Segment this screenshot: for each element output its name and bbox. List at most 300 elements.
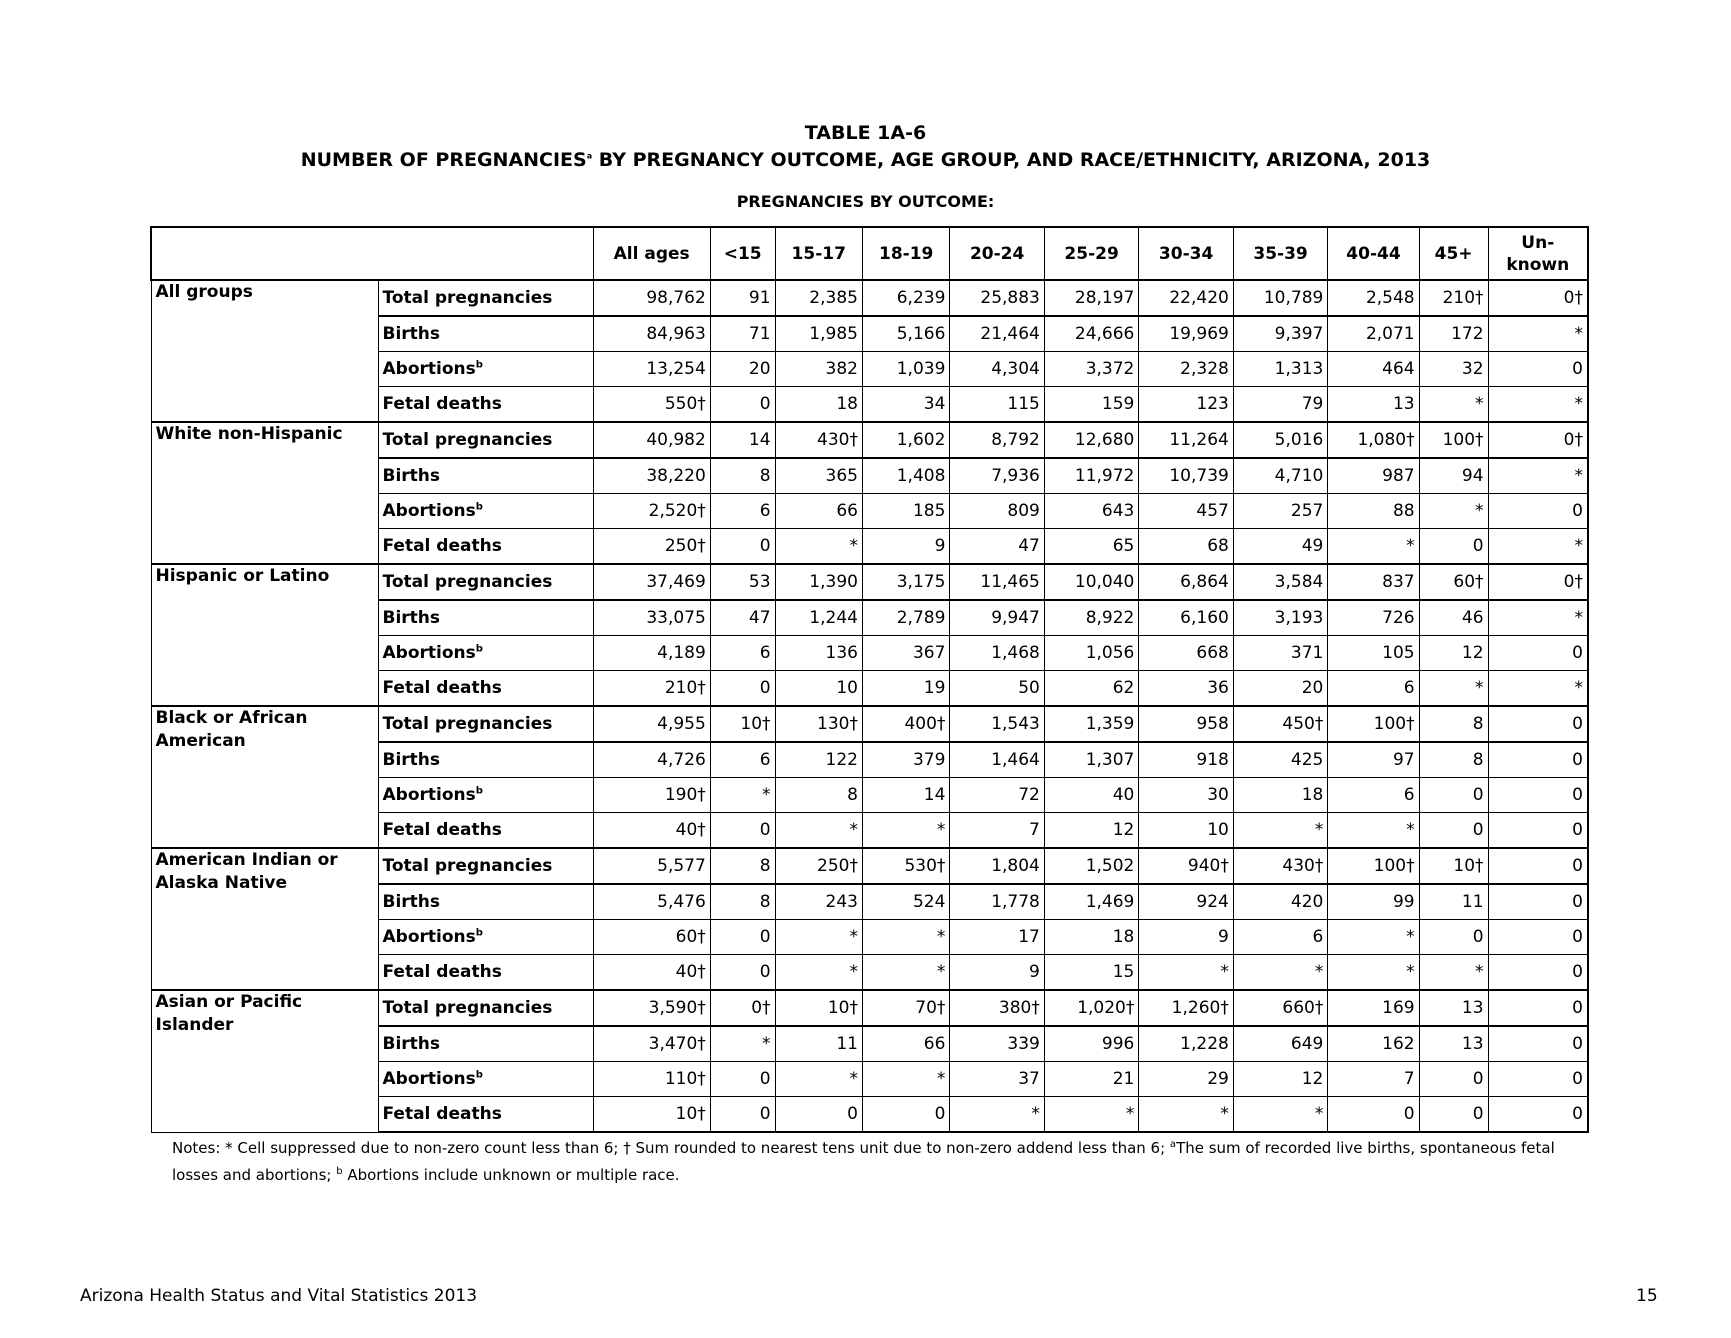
outcome-text: Births: [382, 750, 441, 770]
value-cell: *: [1139, 1097, 1233, 1133]
value-cell: 0: [1488, 742, 1588, 778]
value-cell: 430†: [1233, 848, 1327, 884]
value-cell: 22,420: [1139, 280, 1233, 316]
value-cell: 40†: [593, 955, 710, 991]
value-cell: 29: [1139, 1062, 1233, 1097]
value-cell: *: [1488, 600, 1588, 636]
value-cell: 8: [710, 458, 775, 494]
value-cell: 9: [1139, 920, 1233, 955]
outcome-label: [378, 778, 593, 813]
table-id: TABLE 1A-6: [804, 122, 927, 144]
value-cell: 6: [710, 742, 775, 778]
value-cell: *: [1419, 387, 1488, 423]
value-cell: 13: [1419, 990, 1488, 1026]
value-cell: 380†: [950, 990, 1044, 1026]
value-cell: 10†: [1419, 848, 1488, 884]
value-cell: *: [1419, 955, 1488, 991]
value-cell: 996: [1044, 1026, 1138, 1062]
value-cell: 8: [1419, 706, 1488, 742]
value-cell: 12: [1044, 813, 1138, 849]
outcome-text: Total pregnancies: [382, 998, 553, 1018]
value-cell: 17: [950, 920, 1044, 955]
value-cell: 6: [1233, 920, 1327, 955]
value-cell: 2,071: [1328, 316, 1419, 352]
value-cell: 162: [1328, 1026, 1419, 1062]
value-cell: 11,264: [1139, 422, 1233, 458]
outcome-label: [378, 422, 593, 458]
value-cell: 987: [1328, 458, 1419, 494]
column-header: 18-19: [862, 227, 949, 280]
group-label: Hispanic or Latino: [151, 564, 378, 706]
value-cell: 382: [775, 352, 862, 387]
table-row: [151, 280, 1588, 316]
value-cell: 28,197: [1044, 280, 1138, 316]
outcome-text: Fetal deaths: [382, 678, 502, 698]
value-cell: 159: [1044, 387, 1138, 423]
value-cell: 1,602: [862, 422, 949, 458]
value-cell: 0: [862, 1097, 949, 1133]
value-cell: 10†: [593, 1097, 710, 1133]
value-cell: 0: [775, 1097, 862, 1133]
value-cell: 0: [710, 920, 775, 955]
value-cell: *: [1233, 813, 1327, 849]
value-cell: 6,864: [1139, 564, 1233, 600]
value-cell: 94: [1419, 458, 1488, 494]
value-cell: 524: [862, 884, 949, 920]
value-cell: 6: [710, 636, 775, 671]
value-cell: 0: [1488, 1062, 1588, 1097]
value-cell: *: [1419, 671, 1488, 707]
value-cell: 430†: [775, 422, 862, 458]
value-cell: 1,228: [1139, 1026, 1233, 1062]
column-header: 20-24: [950, 227, 1044, 280]
value-cell: 4,726: [593, 742, 710, 778]
value-cell: 24,666: [1044, 316, 1138, 352]
value-cell: 0: [710, 813, 775, 849]
value-cell: 7,936: [950, 458, 1044, 494]
value-cell: 0: [1419, 1097, 1488, 1133]
value-cell: 6: [1328, 778, 1419, 813]
value-cell: 11: [775, 1026, 862, 1062]
column-header: <15: [710, 227, 775, 280]
value-cell: 1,390: [775, 564, 862, 600]
outcome-label: [378, 636, 593, 671]
value-cell: 97: [1328, 742, 1419, 778]
value-cell: 365: [775, 458, 862, 494]
value-cell: 21: [1044, 1062, 1138, 1097]
value-cell: 550†: [593, 387, 710, 423]
value-cell: 1,039: [862, 352, 949, 387]
value-cell: 958: [1139, 706, 1233, 742]
value-cell: 0: [710, 671, 775, 707]
value-cell: 210†: [1419, 280, 1488, 316]
column-header: 30-34: [1139, 227, 1233, 280]
pregnancy-table: [150, 226, 1589, 1133]
outcome-text: Fetal deaths: [382, 820, 502, 840]
value-cell: 9: [950, 955, 1044, 991]
value-cell: 0: [1488, 884, 1588, 920]
title-part2: BY PREGNANCY OUTCOME, AGE GROUP, AND RACE/ETHNICITY, ARIZONA, 2013: [592, 149, 1431, 171]
value-cell: 3,175: [862, 564, 949, 600]
value-cell: *: [862, 955, 949, 991]
outcome-text: Abortions: [382, 643, 476, 663]
value-cell: 450†: [1233, 706, 1327, 742]
value-cell: 0: [1488, 848, 1588, 884]
value-cell: 0: [1488, 990, 1588, 1026]
value-cell: 88: [1328, 494, 1419, 529]
notes-part2: The sum of recorded live births, spontaneous fetal losses and abortions;: [172, 1139, 1555, 1184]
outcome-label: [378, 884, 593, 920]
value-cell: *: [1233, 955, 1327, 991]
value-cell: 18: [1233, 778, 1327, 813]
value-cell: 49: [1233, 529, 1327, 565]
value-cell: 65: [1044, 529, 1138, 565]
value-cell: 8: [775, 778, 862, 813]
value-cell: 123: [1139, 387, 1233, 423]
value-cell: 19: [862, 671, 949, 707]
value-cell: 668: [1139, 636, 1233, 671]
column-header: 35-39: [1233, 227, 1327, 280]
value-cell: *: [1488, 458, 1588, 494]
value-cell: 400†: [862, 706, 949, 742]
outcome-text: Fetal deaths: [382, 1104, 502, 1124]
outcome-label: [378, 352, 593, 387]
outcome-text: Total pregnancies: [382, 856, 553, 876]
value-cell: 726: [1328, 600, 1419, 636]
group-label: All groups: [151, 280, 378, 422]
column-header: 40-44: [1328, 227, 1419, 280]
value-cell: *: [775, 955, 862, 991]
value-cell: *: [1328, 529, 1419, 565]
value-cell: 32: [1419, 352, 1488, 387]
value-cell: *: [775, 920, 862, 955]
value-cell: *: [1328, 955, 1419, 991]
value-cell: 3,193: [1233, 600, 1327, 636]
value-cell: 25,883: [950, 280, 1044, 316]
value-cell: 1,469: [1044, 884, 1138, 920]
value-cell: 98,762: [593, 280, 710, 316]
outcome-label: [378, 494, 593, 529]
table-row: [151, 848, 1588, 884]
value-cell: 4,710: [1233, 458, 1327, 494]
value-cell: 105: [1328, 636, 1419, 671]
value-cell: 33,075: [593, 600, 710, 636]
value-cell: 6: [710, 494, 775, 529]
value-cell: 0: [1419, 920, 1488, 955]
outcome-label: [378, 1062, 593, 1097]
value-cell: *: [775, 529, 862, 565]
value-cell: 0†: [1488, 564, 1588, 600]
value-cell: 47: [710, 600, 775, 636]
value-cell: 10,739: [1139, 458, 1233, 494]
outcome-label: [378, 529, 593, 565]
outcome-label: [378, 564, 593, 600]
value-cell: *: [1044, 1097, 1138, 1133]
value-cell: 40: [1044, 778, 1138, 813]
value-cell: 0: [1488, 920, 1588, 955]
value-cell: 6,160: [1139, 600, 1233, 636]
value-cell: 0: [1328, 1097, 1419, 1133]
value-cell: 339: [950, 1026, 1044, 1062]
outcome-label: [378, 671, 593, 707]
value-cell: 100†: [1328, 706, 1419, 742]
value-cell: 464: [1328, 352, 1419, 387]
value-cell: 1,408: [862, 458, 949, 494]
outcome-text: Total pregnancies: [382, 288, 553, 308]
outcome-text: Births: [382, 466, 441, 486]
value-cell: 0: [710, 1097, 775, 1133]
value-cell: 37: [950, 1062, 1044, 1097]
outcome-text: Abortions: [382, 501, 476, 521]
value-cell: 6: [1328, 671, 1419, 707]
value-cell: 20: [710, 352, 775, 387]
value-cell: 5,016: [1233, 422, 1327, 458]
value-cell: 1,985: [775, 316, 862, 352]
value-cell: 0: [710, 955, 775, 991]
column-header: 25-29: [1044, 227, 1138, 280]
value-cell: 99: [1328, 884, 1419, 920]
value-cell: 837: [1328, 564, 1419, 600]
footer-publication: Arizona Health Status and Vital Statistics 2013: [80, 1286, 478, 1306]
value-cell: 53: [710, 564, 775, 600]
value-cell: 38,220: [593, 458, 710, 494]
value-cell: 9,947: [950, 600, 1044, 636]
value-cell: 185: [862, 494, 949, 529]
column-header: All ages: [593, 227, 710, 280]
value-cell: 9: [862, 529, 949, 565]
page-number: 15: [1636, 1286, 1658, 1306]
value-cell: 1,778: [950, 884, 1044, 920]
value-cell: 11,972: [1044, 458, 1138, 494]
value-cell: 190†: [593, 778, 710, 813]
column-header: 45+: [1419, 227, 1488, 280]
value-cell: 8,792: [950, 422, 1044, 458]
value-cell: 6,239: [862, 280, 949, 316]
outcome-text: Abortions: [382, 785, 476, 805]
outcome-text: Fetal deaths: [382, 962, 502, 982]
value-cell: 243: [775, 884, 862, 920]
value-cell: 0†: [710, 990, 775, 1026]
value-cell: 66: [862, 1026, 949, 1062]
outcome-text: Total pregnancies: [382, 714, 553, 734]
value-cell: 649: [1233, 1026, 1327, 1062]
value-cell: 91: [710, 280, 775, 316]
outcome-text: Abortions: [382, 1069, 476, 1089]
outcome-text: Abortions: [382, 927, 476, 947]
value-cell: 1,080†: [1328, 422, 1419, 458]
value-cell: 169: [1328, 990, 1419, 1026]
outcome-text: Births: [382, 892, 441, 912]
value-cell: 530†: [862, 848, 949, 884]
value-cell: 100†: [1328, 848, 1419, 884]
header-row: [151, 227, 1588, 280]
value-cell: 122: [775, 742, 862, 778]
table-row: [151, 706, 1588, 742]
outcome-text: Births: [382, 1034, 441, 1054]
value-cell: 18: [775, 387, 862, 423]
value-cell: 0: [1419, 529, 1488, 565]
value-cell: *: [1328, 920, 1419, 955]
outcome-text: Fetal deaths: [382, 394, 502, 414]
value-cell: 4,304: [950, 352, 1044, 387]
value-cell: 1,502: [1044, 848, 1138, 884]
value-cell: 18: [1044, 920, 1138, 955]
value-cell: 379: [862, 742, 949, 778]
value-cell: 918: [1139, 742, 1233, 778]
notes-part1: Notes: * Cell suppressed due to non-zero count less than 6; † Sum rounded to nearest tens unit due to non-zero addend less than 6;: [172, 1139, 1170, 1157]
notes-sup-a: a: [1169, 1139, 1177, 1150]
value-cell: 660†: [1233, 990, 1327, 1026]
value-cell: 8: [710, 848, 775, 884]
value-cell: 136: [775, 636, 862, 671]
value-cell: 19,969: [1139, 316, 1233, 352]
value-cell: 13: [1419, 1026, 1488, 1062]
table-notes: [172, 1133, 1572, 1187]
value-cell: 71: [710, 316, 775, 352]
value-cell: 47: [950, 529, 1044, 565]
value-cell: 60†: [1419, 564, 1488, 600]
value-cell: 1,543: [950, 706, 1044, 742]
value-cell: 0†: [1488, 280, 1588, 316]
value-cell: 2,520†: [593, 494, 710, 529]
outcome-label: [378, 280, 593, 316]
value-cell: *: [710, 1026, 775, 1062]
value-cell: 7: [950, 813, 1044, 849]
value-cell: *: [950, 1097, 1044, 1133]
value-cell: 36: [1139, 671, 1233, 707]
value-cell: 1,056: [1044, 636, 1138, 671]
value-cell: 10†: [775, 990, 862, 1026]
value-cell: 62: [1044, 671, 1138, 707]
value-cell: 37,469: [593, 564, 710, 600]
value-cell: 34: [862, 387, 949, 423]
value-cell: 3,590†: [593, 990, 710, 1026]
value-cell: 50: [950, 671, 1044, 707]
value-cell: 2,789: [862, 600, 949, 636]
outcome-label: [378, 387, 593, 423]
table-subtitle: PREGNANCIES BY OUTCOME:: [736, 192, 995, 211]
value-cell: 1,468: [950, 636, 1044, 671]
value-cell: 643: [1044, 494, 1138, 529]
value-cell: 1,260†: [1139, 990, 1233, 1026]
value-cell: 3,470†: [593, 1026, 710, 1062]
value-cell: 210†: [593, 671, 710, 707]
value-cell: 9,397: [1233, 316, 1327, 352]
table-row: [151, 422, 1588, 458]
value-cell: 8: [710, 884, 775, 920]
value-cell: *: [1488, 387, 1588, 423]
value-cell: 0†: [1488, 422, 1588, 458]
title-superscript: a: [586, 151, 593, 161]
outcome-label: [378, 990, 593, 1026]
value-cell: 0: [710, 529, 775, 565]
value-cell: 1,020†: [1044, 990, 1138, 1026]
value-cell: 68: [1139, 529, 1233, 565]
value-cell: 0: [1488, 1097, 1588, 1133]
outcome-label: [378, 920, 593, 955]
value-cell: 60†: [593, 920, 710, 955]
value-cell: *: [1488, 529, 1588, 565]
value-cell: 0: [1419, 813, 1488, 849]
group-label: White non-Hispanic: [151, 422, 378, 564]
outcome-label: [378, 600, 593, 636]
value-cell: *: [862, 813, 949, 849]
value-cell: 2,385: [775, 280, 862, 316]
value-cell: 1,307: [1044, 742, 1138, 778]
outcome-text: Total pregnancies: [382, 572, 553, 592]
value-cell: 425: [1233, 742, 1327, 778]
value-cell: *: [1488, 316, 1588, 352]
value-cell: 2,548: [1328, 280, 1419, 316]
value-cell: 21,464: [950, 316, 1044, 352]
value-cell: 1,464: [950, 742, 1044, 778]
value-cell: 1,804: [950, 848, 1044, 884]
value-cell: 84,963: [593, 316, 710, 352]
value-cell: 371: [1233, 636, 1327, 671]
value-cell: 924: [1139, 884, 1233, 920]
value-cell: 66: [775, 494, 862, 529]
value-cell: 40,982: [593, 422, 710, 458]
outcome-label: [378, 706, 593, 742]
value-cell: 0: [1488, 813, 1588, 849]
table-row: [151, 990, 1588, 1026]
value-cell: 30: [1139, 778, 1233, 813]
value-cell: 172: [1419, 316, 1488, 352]
outcome-label: [378, 848, 593, 884]
outcome-superscript: b: [475, 643, 483, 655]
value-cell: 10: [1139, 813, 1233, 849]
value-cell: 20: [1233, 671, 1327, 707]
value-cell: 3,372: [1044, 352, 1138, 387]
outcome-superscript: b: [475, 927, 483, 939]
value-cell: *: [1233, 1097, 1327, 1133]
outcome-label: [378, 813, 593, 849]
value-cell: *: [1419, 494, 1488, 529]
value-cell: *: [862, 920, 949, 955]
outcome-superscript: b: [475, 501, 483, 513]
value-cell: 110†: [593, 1062, 710, 1097]
value-cell: 0: [1488, 494, 1588, 529]
value-cell: 5,476: [593, 884, 710, 920]
value-cell: 12: [1233, 1062, 1327, 1097]
outcome-label: [378, 955, 593, 991]
notes-sup-b: b: [336, 1166, 343, 1177]
value-cell: 46: [1419, 600, 1488, 636]
value-cell: 0: [1488, 1026, 1588, 1062]
outcome-label: [378, 458, 593, 494]
value-cell: 10: [775, 671, 862, 707]
value-cell: 10†: [710, 706, 775, 742]
title-part1: NUMBER OF PREGNANCIES: [300, 149, 587, 171]
value-cell: 0: [1419, 778, 1488, 813]
value-cell: 79: [1233, 387, 1327, 423]
value-cell: 13,254: [593, 352, 710, 387]
value-cell: 8: [1419, 742, 1488, 778]
value-cell: 1,244: [775, 600, 862, 636]
outcome-superscript: b: [475, 359, 483, 371]
value-cell: 13: [1328, 387, 1419, 423]
value-cell: 5,166: [862, 316, 949, 352]
value-cell: 3,584: [1233, 564, 1327, 600]
value-cell: 1,313: [1233, 352, 1327, 387]
table-title: [0, 149, 1731, 171]
outcome-text: Total pregnancies: [382, 430, 553, 450]
column-header: 15-17: [775, 227, 862, 280]
value-cell: 0: [710, 387, 775, 423]
value-cell: 8,922: [1044, 600, 1138, 636]
value-cell: 4,955: [593, 706, 710, 742]
value-cell: 72: [950, 778, 1044, 813]
